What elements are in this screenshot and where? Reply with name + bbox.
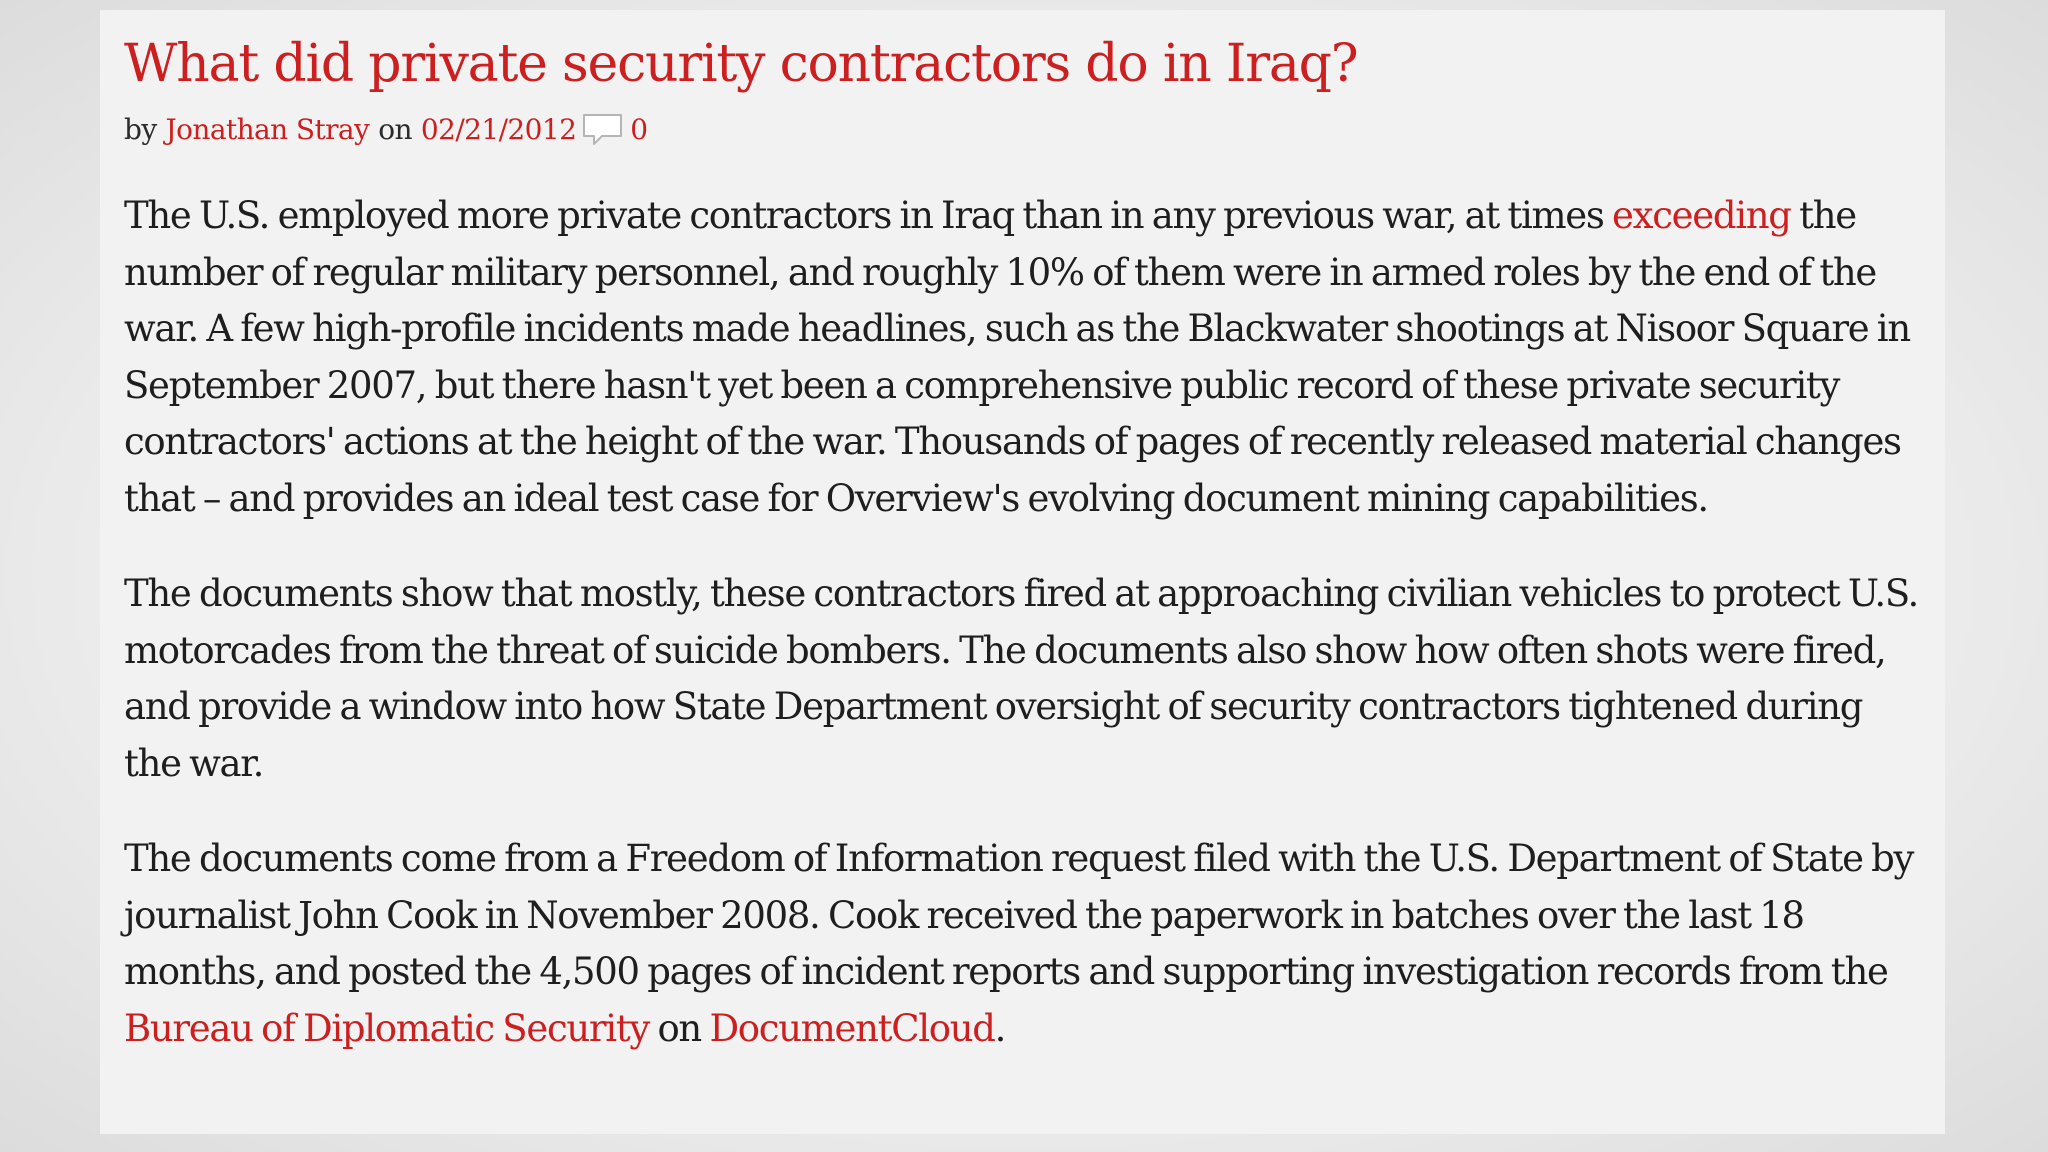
paragraph-3-text-b: on	[649, 1006, 710, 1050]
documentcloud-link[interactable]: DocumentCloud	[709, 1006, 995, 1050]
bureau-of-diplomatic-security-link[interactable]: Bureau of Diplomatic Security	[124, 1006, 649, 1050]
comment-count-link[interactable]: 0	[630, 113, 648, 146]
author-link[interactable]: Jonathan Stray	[165, 113, 370, 146]
byline-on: on	[378, 113, 412, 146]
date-link[interactable]: 02/21/2012	[420, 113, 577, 146]
byline	[124, 112, 1921, 148]
article-title[interactable]: What did private security contractors do in Iraq?	[124, 34, 1358, 94]
byline-by: by	[124, 113, 157, 146]
article-content	[124, 188, 1921, 1057]
exceeding-link[interactable]: exceeding	[1612, 194, 1791, 237]
paragraph-1	[124, 188, 1921, 527]
paragraph-1-text-b: the number of regular military personnel, and roughly 10% of them were in armed roles by the end of the war. A few high-profile incidents made headlines, such as the Blackwater shootings at Nisoor Square in September 2007, but there hasn't yet been a comprehensive public record of these private security contractors' actions at the height of the war. Thousands of pages of recently released material changes that – and provides an ideal test case for Overview's evolving document mining capabilities.	[124, 194, 1910, 520]
comment-bubble-icon[interactable]	[582, 113, 624, 147]
paragraph-2: The documents show that mostly, these contractors fired at approaching civilian vehicles to protect U.S. motorcades from the threat of suicide bombers. The documents also show how often shots were fired, and provide a window into how State Department oversight of security contractors tightened during the war.	[124, 572, 1919, 785]
paragraph-1-text-a: The U.S. employed more private contractors in Iraq than in any previous war, at times	[124, 194, 1613, 237]
article-panel	[100, 10, 1945, 1134]
paragraph-3	[124, 831, 1921, 1057]
paragraph-3-text-c: .	[994, 1006, 1006, 1050]
paragraph-3-text-a: The documents come from a Freedom of Information request filed with the U.S. Department of State by journalist John Cook in November 2008. Cook received the paperwork in batches over the last 18 months, and posted the 4,500 pages of incident reports and supporting investigation records from the	[124, 837, 1914, 993]
